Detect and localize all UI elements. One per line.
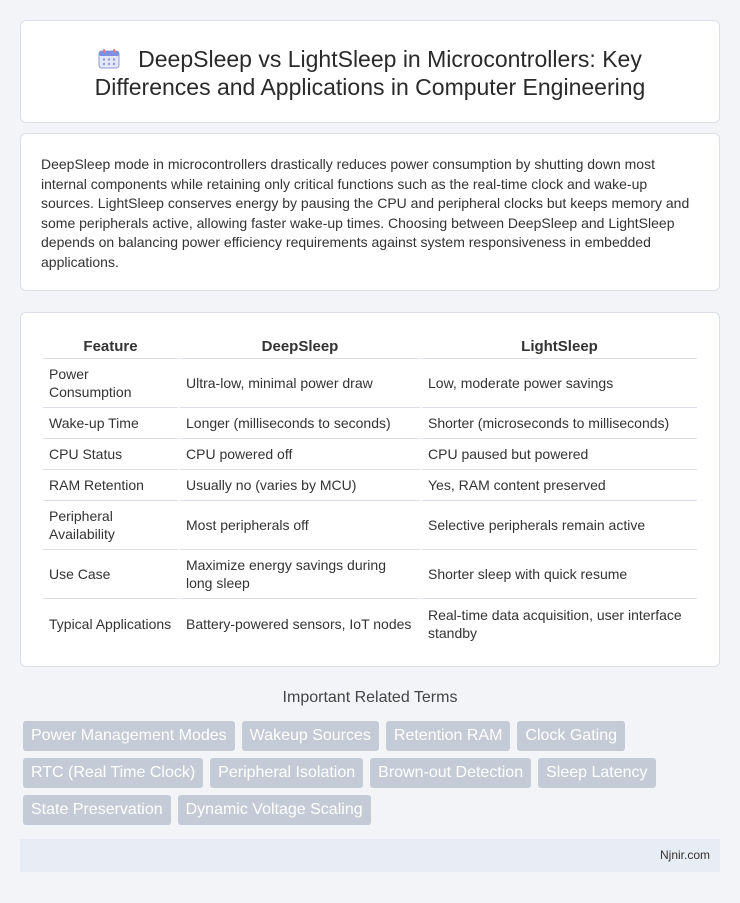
tag-state-preservation[interactable]: State Preservation: [23, 795, 171, 825]
page-title: [21, 21, 719, 101]
lightsleep-cell: Shorter sleep with quick resume: [422, 550, 697, 599]
tag-retention-ram[interactable]: Retention RAM: [386, 721, 511, 751]
feature-cell: Typical Applications: [49, 615, 172, 632]
table-row: [43, 439, 697, 470]
tag-row: [23, 721, 723, 751]
tag-row: [23, 795, 723, 825]
related-terms-heading: Important Related Terms: [282, 689, 458, 706]
related-terms-list: [23, 721, 723, 832]
table-header-row: [43, 331, 697, 359]
table-row: [43, 599, 697, 648]
tag-clock-gating[interactable]: Clock Gating: [517, 721, 625, 751]
deepsleep-cell: Maximize energy savings during long sleep: [180, 550, 420, 599]
lightsleep-cell: CPU paused but powered: [422, 439, 697, 470]
header-lightsleep: LightSleep: [422, 331, 697, 359]
deepsleep-cell: Usually no (varies by MCU): [180, 470, 420, 501]
tag-sleep-latency[interactable]: Sleep Latency: [538, 758, 655, 788]
intro-card: [20, 133, 720, 291]
feature-cell: CPU Status: [43, 439, 178, 470]
footer-brand[interactable]: Njnir.com: [659, 848, 710, 862]
table-row: [43, 501, 697, 550]
tag-peripheral-isolation[interactable]: Peripheral Isolation: [210, 758, 363, 788]
feature-cell: RAM Retention: [43, 470, 178, 501]
header-deepsleep: DeepSleep: [180, 331, 420, 359]
table-row: [43, 408, 697, 439]
feature-cell: Wake-up Time: [43, 408, 178, 439]
lightsleep-cell: Real-time data acquisition, user interface standby: [428, 606, 682, 641]
deepsleep-cell: CPU powered off: [180, 439, 420, 470]
lightsleep-cell: Yes, RAM content preserved: [422, 470, 697, 501]
footer: [20, 839, 720, 872]
calendar-icon: [98, 49, 120, 69]
feature-cell: Power Consumption: [43, 359, 178, 408]
table-row: [43, 470, 697, 501]
table-row: [43, 359, 697, 408]
tag-dynamic-voltage-scaling[interactable]: Dynamic Voltage Scaling: [178, 795, 371, 825]
feature-cell: Peripheral Availability: [43, 501, 178, 550]
tag-wakeup-sources[interactable]: Wakeup Sources: [242, 721, 379, 751]
feature-cell: Use Case: [43, 550, 178, 599]
tag-power-management-modes[interactable]: Power Management Modes: [23, 721, 235, 751]
comparison-table: [41, 331, 699, 648]
table-row: [43, 550, 697, 599]
lightsleep-cell: Shorter (microseconds to milliseconds): [422, 408, 697, 439]
tag-brown-out-detection[interactable]: Brown-out Detection: [370, 758, 531, 788]
tag-rtc[interactable]: RTC (Real Time Clock): [23, 758, 203, 788]
header-feature: Feature: [43, 331, 178, 359]
tag-row: [23, 758, 723, 788]
intro-paragraph: DeepSleep mode in microcontrollers drastically reduces power consumption by shutting down most internal components while retaining only critical functions such as the real-time clock and wake-up sources. LightSleep conserves energy by pausing the CPU and peripheral clocks but keeps memory and some peripherals active, allowing faster wake-up times. Choosing between DeepSleep and LightSleep depends on balancing power efficiency requirements against system responsiveness in embedded applications.: [41, 156, 690, 270]
page-title-text: DeepSleep vs LightSleep in Microcontrollers: Key Differences and Applications in Computer Engineering: [94, 46, 646, 100]
deepsleep-cell: Longer (milliseconds to seconds): [180, 408, 420, 439]
deepsleep-cell: Ultra-low, minimal power draw: [180, 359, 420, 408]
comparison-table-card: [20, 312, 720, 667]
deepsleep-cell: Most peripherals off: [180, 501, 420, 550]
title-card: [20, 20, 720, 123]
lightsleep-cell: Low, moderate power savings: [422, 359, 697, 408]
lightsleep-cell: Selective peripherals remain active: [422, 501, 697, 550]
deepsleep-cell: Battery-powered sensors, IoT nodes: [186, 615, 412, 632]
